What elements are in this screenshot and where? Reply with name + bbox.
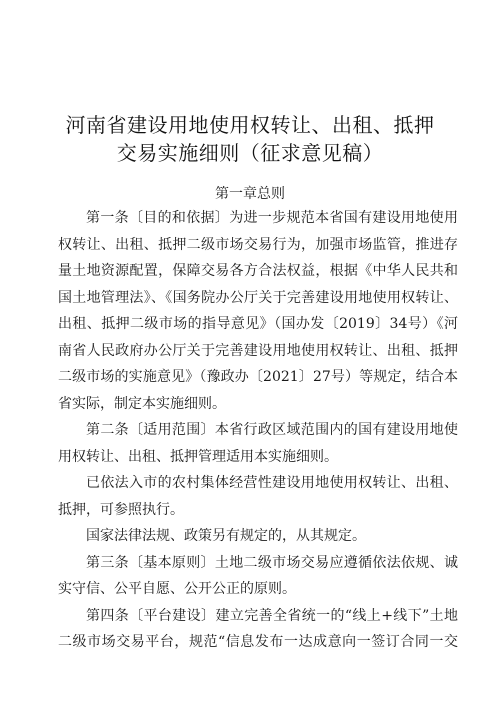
document-title-line-2: 交易实施细则（征求意见稿） [116,141,384,165]
article-4-line-2: 二级市场交易平台，规范“信息发布一达成意向一签订合同一交 [58,634,458,650]
article-2-line-2: 用权转让、出租、抵押管理适用本实施细则。 [58,449,338,465]
article-1-line-2: 权转让、出租、抵押二级市场交易行为，加强市场监管，推进存 [58,237,458,253]
chapter-heading: 第一章总则 [215,186,285,202]
article-2-para-3-line-1: 国家法律法规、政策另有规定的，从其规定。 [86,528,366,544]
article-4-line-1: 第四条〔平台建设〕建立完善全省统一的“线上+线下”土地 [86,608,458,624]
article-3-line-1: 第三条〔基本原则〕土地二级市场交易应遵循依法依规、诚 [86,555,458,571]
document-title-line-1: 河南省建设用地使用权转让、出租、抵押 [65,113,435,137]
article-1-line-3: 量土地资源配置，保障交易各方合法权益，根据《中华人民共和 [58,263,458,279]
article-2-para-2-line-1: 已依法入市的农村集体经营性建设用地使用权转让、出租、 [86,475,458,491]
article-2-para-2-line-2: 抵押，可参照执行。 [58,502,184,518]
article-2-line-1: 第二条〔适用范围〕本省行政区域范围内的国有建设用地使 [86,422,458,438]
article-1-line-4: 国土地管理法》、《国务院办公厅关于完善建设用地使用权转让、 [58,290,458,306]
article-1-line-5: 出租、抵押二级市场的指导意见》（国办发〔2019〕34号）《河 [58,316,458,332]
article-3-line-2: 实守信、公平自愿、公开公正的原则。 [58,581,296,597]
article-1-line-1: 第一条〔目的和依据〕为进一步规范本省国有建设用地使用 [86,210,458,226]
article-1-line-7: 二级市场的实施意见》（豫政办〔2021〕27号）等规定，结合本 [58,369,458,385]
article-1-line-6: 南省人民政府办公厅关于完善建设用地使用权转让、出租、抵押 [58,343,458,359]
article-1-line-8: 省实际，制定本实施细则。 [58,396,226,412]
